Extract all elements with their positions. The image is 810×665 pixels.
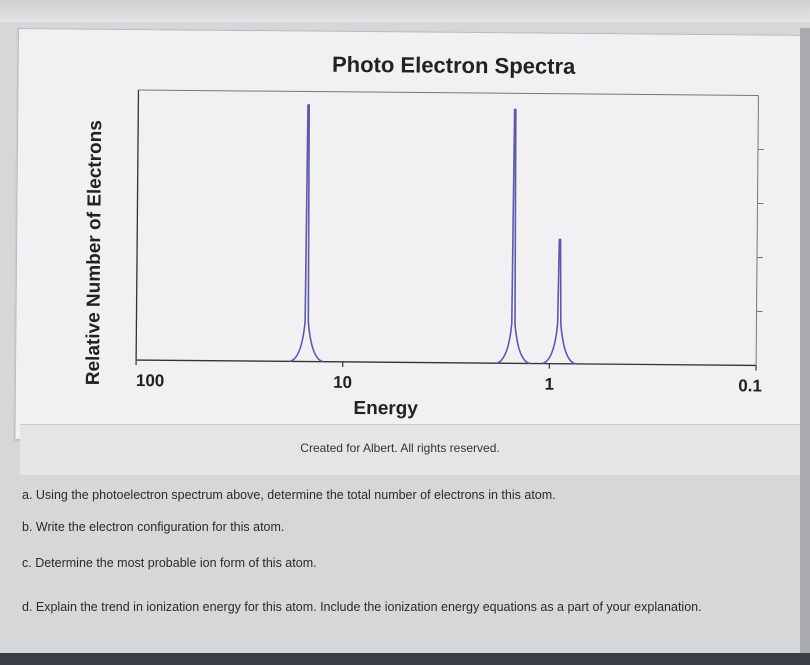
x-axis-label: Energy: [353, 397, 418, 420]
peak-0: [289, 105, 325, 362]
x-axis-line: [136, 360, 756, 365]
x-tick-label-1: 10: [333, 372, 353, 392]
plot-top-border: [138, 90, 758, 95]
question-a: a. Using the photoelectron spectrum above, determine the total number of electrons in this atom.: [22, 488, 556, 502]
x-ticks: [136, 360, 762, 395]
figure-card: [14, 28, 810, 447]
peak-2: [542, 239, 577, 363]
figure-caption: Created for Albert. All rights reserved.: [300, 441, 500, 455]
pes-chart: [15, 29, 809, 446]
chart-marks: [289, 105, 578, 364]
y-axis-label: Relative Number of Electrons: [82, 120, 107, 386]
x-tick-label-3: 0.1: [738, 376, 762, 396]
y-axis-line: [136, 90, 138, 360]
chart-axes: [136, 90, 764, 365]
peak-1: [496, 109, 532, 363]
question-c: c. Determine the most probable ion form of this atom.: [22, 556, 317, 570]
chart-title: Photo Electron Spectra: [331, 51, 576, 79]
page-edge: [800, 28, 810, 653]
question-d: d. Explain the trend in ionization energy for this atom. Include the ionization energy equations as a part of your explanation.: [22, 600, 702, 614]
question-b: b. Write the electron configuration for this atom.: [22, 520, 285, 534]
top-strip: [0, 0, 810, 22]
x-tick-label-0: 100: [135, 371, 165, 391]
bottom-bar: [0, 653, 810, 665]
caption-bar: [20, 424, 808, 475]
x-tick-label-2: 1: [544, 374, 555, 394]
plot-right-border: [756, 95, 758, 365]
